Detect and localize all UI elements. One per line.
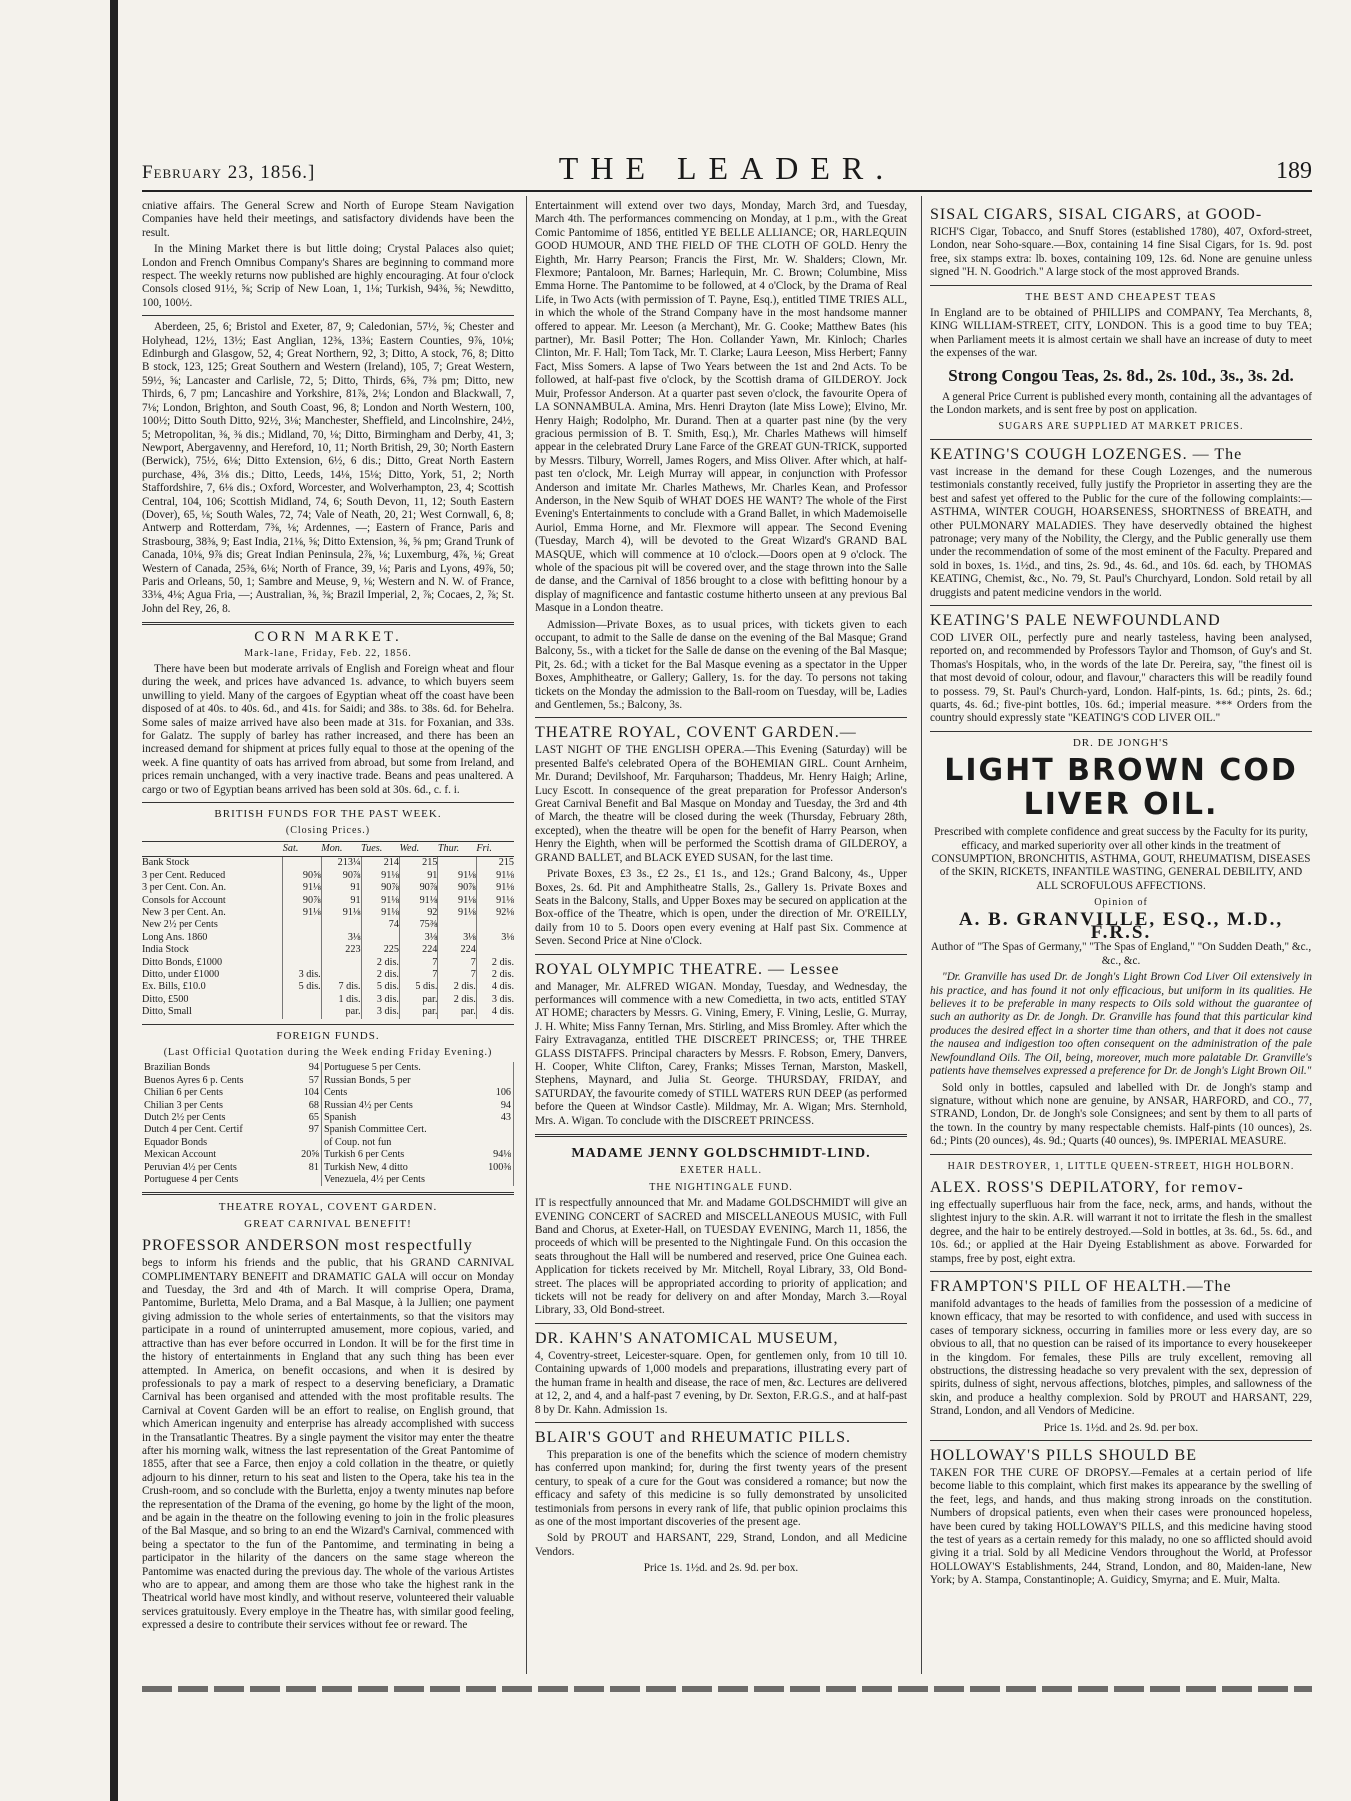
divider — [930, 1154, 1312, 1155]
entertainment-text: Entertainment will extend over two days, Monday, March 3rd, and Tuesday, March 4th. The performances commencing on Monday, at 1 p.m., with the Great Comic Pantomime of 1856, entitled YE BELLE ALLIANCE; OR, HARLEQUIN GOOD HUMOUR, AND THE FIELD OF THE CLOTH OF GOLD. Henry the Eighth, Mr. Harry Pearson; Francis the First, Mr. W. Shalders; Clown, Mr. Flexmore; Pantaloon, Mr. Barnes; Harlequin, Mr. C. Brown; Columbine, Miss Emma Horne. The Pantomime to be followed, at 4 o'Clock, by the Drama of Real Life, in Two Acts (with permission of T. Payne, Esq.), entitled TIME TRIES ALL, in which the whole of the Strand Company have in the most handsome manner offered to appear. Mr. Leeson (a Merchant), Mr. G. Cooke; Matthew Bates (his partner), Mr. Basil Potter; The Hon. Collander Yawn, Mr. Kinloch; Charles Clinton, Mr. F. Hall; Tom Tack, Mr. T. Clarke; Laura Leeson, Miss Herbert; Fanny Fact, Miss Somers. A lapse of Two Years between the 1st and 2nd Acts. To be followed, at half-past five o'clock, by the Scottish drama of GILDEROY. Jock Muir, Professor Anderson. At a quarter past seven o'clock, the favourite Opera of LA SONNAMBULA. Amina, Mrs. Henri Drayton (late Miss Lowe); Elvino, Mr. Henry Haigh; Rodolpho, Mr. Durand. Then at a quarter past nine (by the very gracious permission of B. T. Smith, Esq.), Mr. Charles Mathews will himself appear in the celebrated Drury Lane Farce of the GREAT GUN-TRICK, supported by Messrs. Tilbury, Worrell, James Rogers, and Miss Oliver. After which, at half-past ten o'clock, Mr. Leigh Murray will appear, in conjunction with Professor Anderson and imitate Mr. Charles Mathews, Mr. Charles Kean, and Professor Anderson, in the New Squib of WHAT DOES HE WANT? The whole of the First Evening's Entertainments to conclude with a Grand Ballet, in which Mademoiselle Auriol, Emma Horne, and Mr. Flexmore will appear. The Second Evening (Tuesday, March 4), will be devoted to the Great Wizard's GRAND BAL MASQUE, which will commence at 10 o'clock.—Doors open at 9 o'clock. The whole of the spacious pit will be covered over, and the stage thrown into the Salle de danse, and the Carnival of 1856 brought to a close with befitting honour by a display of magnificence and fantastic costume hitherto unseen at any previous Bal Masque in a London theatre. — [535, 200, 907, 615]
table-cell: 91 — [399, 870, 437, 882]
blair-text: This preparation is one of the benefits which the science of modern chemistry has conferred upon mankind; for, during the first twenty years of the present century, to speak of a cure for the Gout was considered a romance; but now the efficacy and safety of this medicine is so fully demonstrated by unsolicited testimonials from persons in every rank of life, that public opinion proclaims this as one of the most important discoveries of the present age. — [535, 1448, 907, 1528]
dejongh-sold: Sold only in bottles, capsuled and labelled with Dr. de Jongh's stamp and signature, without which none are genuine, by ANSAR, HARFORD, and CO., 77, STRAND, London, Dr. de Jongh's sole Consignees; and sent by them to all parts of the town. In the country by many respectable chemists. Half-pints (10 ounces), 2s. 6d.; Pints (20 ounces), 4s. 9d.; Quarts (40 ounces), 9s. IMPERIAL MEASURE. — [930, 1081, 1312, 1148]
page-number: 189 — [1276, 158, 1312, 184]
column-3 — [930, 200, 1312, 1670]
table-cell — [474, 1174, 513, 1186]
table-cell: 5 dis. — [399, 981, 437, 993]
table-cell: 91 — [321, 882, 361, 894]
table-cell: 3⅛ — [321, 932, 361, 944]
table-row — [142, 981, 514, 993]
frampton-price: Price 1s. 1½d. and 2s. 9d. per box. — [1043, 1421, 1199, 1434]
page-header — [142, 142, 1312, 186]
table-cell — [283, 957, 321, 969]
table-cell: 7 dis. — [321, 981, 361, 993]
table-cell: 94 — [290, 1062, 322, 1074]
kahn-text: 4, Coventry-street, Leicester-square. Open, for gentlemen only, from 10 till 10. Containing upwards of 1,000 models and preparations, illustrating every part of the human frame in health and disease, the race of men, &c. Lectures are delivered at 12, 2, and 4, and a half-past 7 evening, by Dr. Sexton, F.R.G.S., and at half-past 8 by Dr. Kahn. Admission 1s. — [535, 1349, 907, 1416]
table-cell: 1 dis. — [321, 994, 361, 1006]
table-cell: 91⅛ — [283, 882, 321, 894]
funds-subheading: (Closing Prices.) — [285, 825, 371, 837]
column-2 — [535, 200, 907, 1670]
table-cell: 3 dis. — [476, 994, 514, 1006]
table-cell: 4 dis. — [476, 981, 514, 993]
table-cell: Consols for Account — [142, 894, 226, 906]
anderson-heading: PROFESSOR ANDERSON most respectfully — [142, 1237, 473, 1255]
table-cell: par. — [399, 994, 437, 1006]
table-row — [142, 1174, 514, 1186]
table-cell — [283, 857, 321, 870]
table-cell: 224 — [438, 944, 476, 956]
column-divider — [526, 196, 527, 1674]
table-cell — [476, 944, 514, 956]
table-cell: 68 — [290, 1100, 322, 1112]
granville-text: "Dr. Granville has used Dr. de Jongh's Light Brown Cod Liver Oil extensively in his practice, and has found it not only efficacious, but uniform in its qualities. He believes it to be preferable in many respects to Oils sold without the guarantee of such an authority as Dr. de Jongh. Dr. Granville has found that this particular kind produces the desired effect in a shorter time than others, and that it does not cause the nausea and indigestion too often consequent on the administration of the pale Newfoundland Oils. The Oil, being, moreover, much more palatable Dr. Granville's patients have themselves expressed a preference for Dr. de Jongh's Light Brown Oil." — [930, 971, 1312, 1078]
table-cell: New 2½ per Cents — [142, 919, 218, 931]
blair-price: Price 1s. 1½d. and 2s. 9d. per box. — [643, 1562, 799, 1575]
granville-author: Author of "The Spas of Germany," "The Spas of England," "On Sudden Death," &c., &c., &c. — [930, 941, 1312, 967]
teas-heading: THE BEST AND CHEAPEST TEAS — [1025, 290, 1217, 303]
table-cell: 91⅛ — [321, 907, 361, 919]
table-cell: Turkish New, 4 ditto — [323, 1161, 408, 1173]
holloway-heading: HOLLOWAY'S PILLS SHOULD BE — [930, 1447, 1197, 1465]
table-cell — [438, 857, 476, 870]
binding-spine — [110, 0, 118, 1801]
divider — [142, 315, 514, 316]
light-brown-oil-heading: LIGHT BROWN COD LIVER OIL. — [944, 753, 1298, 823]
table-cell: Dutch 2½ per Cents — [144, 1112, 226, 1123]
table-cell: Equador Bonds — [144, 1136, 208, 1148]
divider — [535, 1323, 907, 1324]
table-cell: 91⅛ — [438, 895, 476, 907]
table-cell: 20⅝ — [290, 1149, 322, 1161]
funds-column-header: Fri. — [476, 841, 514, 856]
divider — [142, 802, 514, 803]
table-cell: par. — [399, 1006, 437, 1018]
table-cell: Portuguese 5 per Cents. — [323, 1062, 421, 1074]
table-cell — [474, 1124, 513, 1136]
table-cell: Russian 4½ per Cents — [323, 1099, 413, 1111]
goldschmidt-heading: MADAME JENNY GOLDSCHMIDT-LIND. — [571, 1146, 871, 1161]
table-cell: 90⅞ — [321, 870, 361, 882]
table-cell — [290, 1174, 322, 1186]
opinion-label: Opinion of — [1094, 897, 1148, 909]
table-cell: India Stock — [142, 944, 189, 956]
table-cell: Ditto, under £1000 — [142, 968, 220, 980]
table-cell: Venezuela, 4½ per Cents — [323, 1174, 425, 1186]
table-cell: 2 dis. — [476, 957, 514, 969]
funds-column-header: Tues. — [361, 841, 399, 856]
divider — [535, 717, 907, 718]
funds-heading: BRITISH FUNDS FOR THE PAST WEEK. — [214, 808, 442, 821]
table-cell: 92 — [399, 907, 437, 919]
sisal-heading: SISAL CIGARS, SISAL CIGARS, at GOOD- — [930, 206, 1263, 223]
table-row — [142, 1087, 514, 1099]
divider — [142, 1024, 514, 1025]
olympic-text: and Manager, Mr. ALFRED WIGAN. Monday, Tuesday, and Wednesday, the performances will commence with a new Comedietta, in two acts, entitled STAY AT HOME; characters by Messrs. G. Vining, Emery, F. Vining, Leslie, G. Murray, J. H. White; Miss Fanny Ternan, Mrs. Stirling, and Miss Bromley. After which the Fairy Extravaganza, entitled THE DISCREET PRINCESS; or, THE THREE GLASS DISTAFFS. Principal characters by Messrs. F. Robson, Emery, Danvers, H. Cooper, White Clifton, Carey, Franks; Misses Ternan, Marston, Maskell, Stephens, Maynard, and Julia St. George. THURSDAY, FRIDAY, and SATURDAY, the favourite comedy of STILL WATERS RUN DEEP (as performed before the Queen at Windsor Castle). Mildmay, Mr. A. Wigan; Mrs. Sternhold, Mrs. A. Wigan. To conclude with the DISCREET PRINCESS. — [535, 980, 907, 1127]
table-row — [142, 895, 514, 907]
corn-dateline: Mark-lane, Friday, Feb. 22, 1856. — [244, 647, 412, 659]
column-divider — [921, 196, 922, 1674]
header-date: February 23, 1856.] — [142, 162, 316, 183]
table-cell: Long Ans. 1860 — [142, 931, 208, 943]
table-cell: of Coup. not fun — [323, 1136, 392, 1148]
table-cell — [283, 994, 321, 1006]
nightingale-text: IT is respectfully announced that Mr. and Madame GOLDSCHMIDT will give an EVENING CONCERT of SACRED and MISCELLANEOUS MUSIC, with Full Band and Chorus, at Exeter-Hall, on TUESDAY EVENING, March 11, 1856, the proceeds of which will be presented to the Nightingale Fund. On this occasion the seats throughout the Hall will be numbered and reserved, price One Guinea each. Application for tickets received by Mr. Mitchell, Royal Library, 33, Old Bond-street. The places will be appropriated according to priority of application; and tickets will not be ready for delivery on and after Monday, March 3.—Royal Library, 33, Old Bond-street. — [535, 1197, 907, 1317]
covent-garden-text: LAST NIGHT OF THE ENGLISH OPERA.—This Evening (Saturday) will be presented Balfe's celebrated Opera of the BOHEMIAN GIRL. Count Arnheim, Mr. Durand; Devilshoof, Mr. Farquharson; Thaddeus, Mr. Henry Haigh; Arline, Lucy Escott. In consequence of the great preparation for Professor Anderson's Great Carnival Benefit and Bal Masque on Monday and Tuesday, the 3rd and 4th of March, the theatre will be closed during the week (Thursday, February 28th, excepted), when the theatre will be open for the benefit of Harry Pearson, when Henry the Eighth, when will be performed the Scottish drama of GILDEROY, a GRAND BALLET, and BLACK EYED SUSAN, for the last time. — [535, 744, 907, 864]
table-row — [142, 994, 514, 1006]
table-cell: 5 dis. — [361, 981, 399, 993]
table-cell — [321, 957, 361, 969]
table-cell: 7 — [399, 969, 437, 981]
table-row — [142, 857, 514, 870]
table-cell: 3 dis. — [361, 1006, 399, 1018]
divider — [930, 1271, 1312, 1272]
corn-market-heading: CORN MARKET. — [254, 629, 402, 646]
keating-heading: KEATING'S COUGH LOZENGES. — The — [930, 445, 1243, 463]
table-cell: Buenos Ayres 6 p. Cents — [144, 1074, 244, 1086]
teas-price-current: A general Price Current is published every month, containing all the advantages of the London markets, and is sent free by post on application. — [930, 390, 1312, 417]
table-row — [142, 1149, 514, 1161]
table-cell: 224 — [399, 944, 437, 956]
table-cell: 3⅛ — [399, 932, 437, 944]
anderson-text: begs to inform his friends and the public, that his GRAND CARNIVAL COMPLIMENTARY BENEFIT and DRAMATIC GALA will occur on Monday and Tuesday, the 3rd and 4th of March. It will comprise Opera, Drama, Pantomime, Burletta, Melo Drama, and a Bal Masque, à la Jullien; one payment giving admission to the whole series of entertainments, so that the visitors may participate in a round of uninterrupted amusement, more copious, varied, and attractive than has ever before occurred in London. It will be for the first time in the history of entertainments in England that any such thing has been ever attempted. In America, on benefit occasions, and when it is desired by professionals to pay a mark of respect to a deserving beneficiary, a Dramatic Carnival has been organised and attended with the most profitable results. The Carnival at Covent Garden will be an effort to realise, on English ground, that which American ingenuity and enterprise has already accomplished with success in the Transatlantic Theatres. By a single payment the visitor may enter the theatre after his morning walk, witness the last representation of the Great Pantomime of 1855, after that see a Farce, then enjoy a cold collation in the theatre, or quietly adjourn to his dinner, return to his seat and listen to the Opera, take his tea in the Crush-room, and so conclude with the Burletta, enjoy a twenty minutes nap before the representation of the Drama of the evening, go home by the light of the moon, and be again in the theatre on the following evening to join in the frolic pleasures of the Bal Masque, and so bring to an end the Wizard's Carnival, commenced with being a spectator to the fun of the Pantomime, and terminating in being a participator in the hilarity of the dancers on the same stage whereon the Pantomime was enacted during the previous day. The whole of the various Artistes who are to appear, and among them are those who take the highest rank in the Theatrical world have most kindly, and without reserve, volunteered their valuable services gratuitously. Every employe in the Theatre has, with similar good feeling, expressed a desire to contribute their services without fee or reward. The — [142, 1257, 514, 1632]
table-cell: Turkish 6 per Cents — [323, 1149, 405, 1161]
table-cell: 2 dis. — [438, 994, 476, 1006]
table-cell: 214 — [361, 857, 399, 870]
table-cell: 106 — [474, 1087, 513, 1099]
table-cell: par. — [321, 1006, 361, 1018]
table-cell — [321, 919, 361, 931]
table-cell: Bank Stock — [142, 857, 190, 869]
table-cell: Chilian 6 per Cents — [144, 1087, 223, 1099]
table-cell: 3 per Cent. Con. An. — [142, 882, 227, 894]
table-cell: 215 — [476, 857, 514, 870]
table-cell: 4 dis. — [476, 1006, 514, 1018]
olympic-heading: ROYAL OLYMPIC THEATRE. — Lessee — [535, 960, 840, 978]
mining-paragraph: In the Mining Market there is but little doing; Crystal Palaces also quiet; London and French Omnibus Company's Shares are beginning to command more respect. The weekly returns now published are highly encouraging. At four o'clock Consols closed 91½, ⅝; Scrip of New Loan, 1, 1⅛; Turkish, 94⅜, ⅝; Newditto, 100, 100½. — [142, 243, 514, 309]
table-cell: 7 — [438, 969, 476, 981]
congou-prices: Strong Congou Teas, 2s. 8d., 2s. 10d., 3s., 3s. 2d. — [948, 365, 1294, 385]
ross-text: ing effectually superfluous hair from the face, neck, arms, and hands, without the slightest injury to the skin. A.R. will warrant it not to irritate the flesh in the smallest degree, and the hair to be entirely destroyed.—Sold in bottles, at 3s. 6d., 5s. 6d., and 10s. 6d.; or applied at the Hair Dyeing Establishment as above. Forwarded for stamps, free by post, eight extra. — [930, 1198, 1312, 1265]
table-cell: 74 — [361, 919, 399, 931]
british-funds-table — [142, 841, 514, 1019]
table-cell: 91⅛ — [476, 895, 514, 907]
table-cell: Cents — [323, 1087, 348, 1099]
table-cell: 7 — [438, 957, 476, 969]
table-cell: 225 — [361, 944, 399, 956]
table-cell: 7 — [399, 957, 437, 969]
funds-column-header: Thur. — [438, 841, 476, 856]
table-cell: 213¼ — [321, 857, 361, 870]
table-cell: Spanish Committee Cert. — [323, 1124, 427, 1136]
table-cell — [476, 919, 514, 931]
table-cell: 94 — [474, 1100, 513, 1112]
table-cell — [290, 1137, 322, 1149]
hair-destroyer-heading: HAIR DESTROYER, 1, LITTLE QUEEN-STREET, HIGH HOLBORN. — [947, 1160, 1295, 1172]
table-cell: 3 dis. — [361, 994, 399, 1006]
table-row — [142, 1112, 514, 1124]
table-cell: 81 — [290, 1162, 322, 1174]
dejongh-text: Prescribed with complete confidence and great success by the Faculty for its purity, efficacy, and marked superiority over all other kinds in the treatment of CONSUMPTION, BRONCHITIS, ASTHMA, GOUT, RHEUMATISM, DISEASES of the SKIN, RICKETS, INFANTILE WASTING, GENERAL DEBILITY, AND ALL SCROFULOUS AFFECTIONS. — [931, 826, 1311, 892]
table-cell: 3 per Cent. Reduced — [142, 869, 226, 881]
divider — [930, 439, 1312, 440]
exeter-hall: EXETER HALL. — [680, 1165, 762, 1177]
table-cell — [474, 1075, 513, 1087]
masthead-title: THE LEADER. — [558, 150, 896, 186]
table-cell: Ditto, Small — [142, 1006, 192, 1018]
divider — [535, 1422, 907, 1423]
table-cell: Portuguese 4 per Cents — [144, 1174, 239, 1186]
table-cell: Russian Bonds, 5 per — [323, 1074, 411, 1086]
table-row — [142, 1124, 514, 1136]
table-cell: 100⅜ — [474, 1162, 513, 1174]
table-cell: 91⅛ — [361, 870, 399, 882]
header-rule — [142, 190, 1312, 192]
pale-oil-text: COD LIVER OIL, perfectly pure and nearly tasteless, having been analysed, reported on, and recommended by Professors Taylor and Thomson, of Guy's and St. Thomas's Hospitals, who, in the words of the late Dr. Pereira, say, "the finest oil is that most devoid of colour, odour, and flavour," characters this will be readily found to possess. 79, St. Paul's Church-yard, London. Half-pints, 1s. 6d.; pints, 2s. 6d.; quarts, 4s. 6d.; five-pint bottles, 10s. 6d.; imperial measure. *** Orders from the country should expressly state "KEATING'S COD LIVER OIL." — [930, 631, 1312, 725]
funds-column-header: Sat. — [283, 841, 321, 856]
table-row — [142, 1075, 514, 1087]
table-cell: Peruvian 4½ per Cents — [144, 1161, 237, 1173]
divider — [535, 954, 907, 955]
table-cell: 3 dis. — [283, 969, 321, 981]
table-row — [142, 944, 514, 956]
table-cell: 91⅛ — [399, 895, 437, 907]
table-cell: 90⅞ — [399, 882, 437, 894]
dejongh-heading: DR. DE JONGH'S — [1072, 736, 1170, 749]
table-cell: 2 dis. — [361, 969, 399, 981]
table-cell: 90⅞ — [438, 882, 476, 894]
table-row — [142, 907, 514, 919]
covent-garden-prices: Private Boxes, £3 3s., £2 2s., £1 1s., and 12s.; Grand Balcony, 4s., Upper Boxes, 2s. 6d. Pit and Amphitheatre Stalls, 2s., Gallery 1s. Private Boxes and Seats in the Balcony, Stalls, and Upper Boxes may be secured on application at the Box-office of the Theatre, which is open, under the direction of Mr. O'REILLY, daily from 10 to 5. Doors open every evening at Half past Six. Commence at Seven. Second Price at Nine o'Clock. — [535, 868, 907, 948]
table-cell: 91 — [321, 895, 361, 907]
table-cell: 2 dis. — [361, 957, 399, 969]
table-cell: 3⅛ — [438, 932, 476, 944]
table-cell — [283, 1006, 321, 1018]
divider — [142, 622, 514, 625]
table-row — [142, 932, 514, 944]
funds-column-header: Mon. — [321, 841, 361, 856]
table-cell: Spanish — [323, 1112, 357, 1123]
divider — [930, 1440, 1312, 1441]
table-cell: 2 dis. — [476, 969, 514, 981]
table-cell: 57 — [290, 1075, 322, 1087]
admission-text: Admission—Private Boxes, as to usual prices, with tickets given to each occupant, to admit to the Salle de danse on the evening of the Bal Masque; Grand Balcony, 5s., with a ticket for the Salle de danse on the evening of the Bal Masque; Pit, 2s. 6d.; with a ticket for the Bal Masque evening as a spectator in the Upper Boxes, Amphitheatre, or Gallery; Gallery, 1s. for the day. To persons not taking tickets on the Monday the admission to the Ball-room on Tuesday, will be, Ladies and Gentlemen, 5s.; Balcony, 3s. — [535, 618, 907, 712]
table-cell: 90⅞ — [361, 882, 399, 894]
table-cell: Dutch 4 per Cent. Certif — [144, 1124, 243, 1136]
theatre-title: THEATRE ROYAL, COVENT GARDEN. — [218, 1201, 438, 1214]
corn-market-text: There have been but moderate arrivals of English and Foreign wheat and flour during the week, and prices have advanced 1s. advance, to which buyers seem unwilling to yield. Many of the cargoes of Egyptian wheat off the coast have been disposed of at 40s. to 40s. 6d., and 41s. for Saidi; and 38s. to 38s. 6d. for Behelra. Some sales of maize arrived have also been made at 31s. for Foxanian, and 33s. for Galatz. The supply of barley has rather increased, and there has been an increased demand for shipment at prices fully equal to those at the opening of the week. A fine quantity of oats has arrived from abroad, but some from Ireland, and prices remain unchanged, with a very inactive trade. Beans and peas unaltered. A cargo or two of Egyptian beans arrived has been sold at 30s. 6d., c. f. i. — [142, 663, 514, 796]
table-cell: 90⅝ — [283, 870, 321, 882]
table-cell: 91⅛ — [438, 907, 476, 919]
divider — [930, 605, 1312, 606]
table-cell: 92⅛ — [476, 907, 514, 919]
foreign-funds-heading: FOREIGN FUNDS. — [276, 1029, 380, 1042]
table-cell: 215 — [399, 857, 437, 870]
table-cell: 91⅛ — [476, 882, 514, 894]
table-row — [142, 1162, 514, 1174]
holloway-text: TAKEN FOR THE CURE OF DROPSY.—Females at a certain period of life become liable to this complaint, which first makes its appearance by the swelling of the feet, legs, and hands, and thus making strong inroads on the constitution. Numbers of dropsical patients, even when their cases were pronounced hopeless, have been cured by taking HOLLOWAY'S PILLS, and this medicine having stood the test of years as a certain remedy for this malady, no one so afflicted should avoid giving it a trial. Sold by all Medicine Vendors throughout the World, at Professor HOLLOWAY'S Establishments, 244, Strand, London, and 80, Maiden-lane, New York; by A. Stampa, Constantinople; A. Guidicy, Smyrna; and E. Muir, Malta. — [930, 1467, 1312, 1587]
table-cell — [474, 1062, 513, 1074]
divider — [930, 731, 1312, 732]
table-cell — [283, 944, 321, 956]
funds-column-header — [142, 841, 283, 856]
sugars-line: SUGARS ARE SUPPLIED AT MARKET PRICES. — [998, 421, 1244, 433]
covent-garden-heading: THEATRE ROYAL, COVENT GARDEN.— — [535, 724, 857, 742]
table-cell: 91⅛ — [361, 907, 399, 919]
funds-column-header: Wed. — [399, 841, 437, 856]
pale-oil-heading: KEATING'S PALE NEWFOUNDLAND — [930, 611, 1221, 629]
table-cell: 43 — [474, 1112, 513, 1124]
table-cell: par. — [438, 1006, 476, 1018]
share-prices: Aberdeen, 25, 6; Bristol and Exeter, 87, 9; Caledonian, 57½, ⅝; Chester and Holyhead, 12½, 13½; East Anglian, 12⅜, 13⅜; Eastern Counties, 9⅞, 10⅛; Edinburgh and Glasgow, 52, 4; Great Northern, 92, 3; Ditto, A stock, 76, 8; Ditto B stock, 123, 125; Great Southern and Western (Ireland), 105, 7; Great Western, 59½, ⅝; Lancaster and Carlisle, 72, 5; Ditto, Thirds, 6⅝, 7⅜ pm; Ditto, new Thirds, 6, 7 pm; Lancashire and Yorkshire, 81⅞, 2⅛; London and Blackwall, 7, 7⅛; London, Brighton, and South Coast, 96, 8; London and North Western, 100, 100½; Ditto South Ditto, 92½, 3⅛; Manchester, Sheffield, and Lincolnshire, 24½, 5; Metropolitan, ⅜, ⅜ dis.; Midland, 70, ⅛; Ditto, Birmingham and Derby, 41, 3; Newport, Abergavenny, and Hereford, 10, 11; North British, 29, 30; North Eastern (Berwick), 75½, 6⅛; Ditto Extension, 6½, 6 dis.; Ditto, Great North Eastern purchase, 4⅜, 3⅛ dis.; Ditto, Leeds, 14⅛, 15⅛; Ditto, York, 51, 2; North Staffordshire, 7, 6⅛ dis.; Oxford, Worcester, and Wolverhampton, 23, 4; Scottish Central, 104, 106; Scottish Midland, 74, 6; South Devon, 11, 12; South Eastern (Dover), 65, ⅛; South Wales, 72, 74; Vale of Neath, 20, 21; West Cornwall, 6, 8; Antwerp and Rotterdam, 7⅜, ⅛; Ardennes, —; Eastern of France, Paris and Strasbourg, 38⅜, 9; East India, 21⅛, ⅝; Ditto Extension, ⅜, ⅝ pm; Grand Trunk of Canada, 10⅛, 9⅞ dis; Great Indian Peninsula, 2⅞, ⅛; Luxemburg, 4⅞, ⅛; Great Western of Canada, 25⅜, 6⅛; North of France, 39, ⅛; Paris and Lyons, 49⅞, 50; Paris and Orleans, 50, 1; Sambre and Meuse, 9, ⅛; Western and N. W. of France, 33⅛, 4⅛; Agua Fria, —; Australian, ⅜, ⅜; Brazil Imperial, 2, ⅞; Cocaes, 2, ⅞; St. John del Rey, 26, 8. — [142, 321, 514, 615]
table-cell: 97 — [290, 1124, 322, 1136]
table-cell — [474, 1137, 513, 1149]
bottom-ornament-rule — [142, 1686, 1312, 1692]
foreign-funds-subheading: (Last Official Quotation during the Week ending Friday Evening.) — [163, 1046, 493, 1058]
blair-sold: Sold by PROUT and HARSANT, 229, Strand, London, and all Medicine Vendors. — [535, 1532, 907, 1558]
sisal-text: RICH'S Cigar, Tobacco, and Snuff Stores (established 1780), 407, Oxford-street, London, near Soho-square.—Box, containing 14 fine Sisal Cigars, for 1s. 9d. post free, six stamps extra: lb. boxes, containing 109, 12s. 6d. None are genuine unless signed "H. N. Goodrich." A large stock of the most approved Brands. — [930, 226, 1312, 279]
table-cell: Mexican Account — [144, 1149, 217, 1161]
frampton-heading: FRAMPTON'S PILL OF HEALTH.—The — [930, 1277, 1232, 1295]
table-row — [142, 870, 514, 882]
table-row — [142, 1100, 514, 1112]
table-cell: Brazilian Bonds — [144, 1062, 210, 1074]
table-cell: 91⅛ — [283, 907, 321, 919]
table-cell: 90⅞ — [283, 895, 321, 907]
table-cell — [321, 969, 361, 981]
table-cell: Ditto Bonds, £1000 — [142, 956, 223, 968]
table-cell: Ditto, £500 — [142, 993, 189, 1005]
divider — [535, 1134, 907, 1137]
table-cell: Chilian 3 per Cents — [144, 1099, 223, 1111]
teas-text: In England are to be obtained of PHILLIPS and COMPANY, Tea Merchants, 8, KING WILLIAM-STREET, CITY, LONDON. This is a good time to buy TEA; when Parliament meets it is almost certain we shall have an increase of duty to meet the expenses of the war. — [930, 307, 1312, 360]
table-cell: 91⅛ — [438, 870, 476, 882]
table-cell: New 3 per Cent. An. — [142, 906, 226, 918]
blair-heading: BLAIR'S GOUT and RHEUMATIC PILLS. — [535, 1428, 852, 1446]
table-row — [142, 1062, 514, 1074]
table-row — [142, 882, 514, 894]
divider — [142, 1192, 514, 1195]
foreign-funds-table — [142, 1062, 514, 1186]
table-cell: 5 dis. — [283, 981, 321, 993]
table-cell — [438, 919, 476, 931]
table-cell: 3⅛ — [476, 932, 514, 944]
table-cell: 223 — [321, 944, 361, 956]
table-row — [142, 1137, 514, 1149]
table-row — [142, 1006, 514, 1018]
intro-paragraph: cniative affairs. The General Screw and North of Europe Steam Navigation Companies have held their meetings, and satisfactory dividends have been the result. — [142, 200, 514, 239]
carnival-heading: GREAT CARNIVAL BENEFIT! — [244, 1217, 412, 1230]
table-cell: 104 — [290, 1087, 322, 1099]
table-cell: 91⅛ — [476, 870, 514, 882]
table-cell: 94⅛ — [474, 1149, 513, 1161]
ross-heading: ALEX. ROSS'S DEPILATORY, for remov- — [930, 1178, 1244, 1196]
table-cell: 65 — [290, 1112, 322, 1124]
keating-text: vast increase in the demand for these Cough Lozenges, and the numerous testimonials constantly received, fully justify the Proprietor in asserting they are the best and safest yet offered to the Public for the cure of the following complaints:— ASTHMA, WINTER COUGH, HOARSENESS, SHORTNESS of BREATH, and other PULMONARY MALADIES. They have deservedly obtained the highest patronage; very many of the Nobility, the Clergy, and the Public generally use them under the recommendation of some of the most eminent of the Faculty. Prepared and sold in boxes, 1s. 1½d., and tins, 2s. 9d., 4s. 6d., and 10s. 6d. each, by THOMAS KEATING, Chemist, &c., No. 79, St. Paul's Churchyard, London. Sold retail by all druggists and patent medicine vendors in the world. — [930, 465, 1312, 599]
table-row — [142, 957, 514, 969]
table-cell — [361, 932, 399, 944]
column-1 — [142, 200, 514, 1670]
table-cell — [283, 932, 321, 944]
frampton-text: manifold advantages to the heads of families from the possession of a medicine of known efficacy, that may be resorted to with confidence, and used with success in cases of temporary sickness, occurring in families more or less every day, are so obvious to all, that no question can be raised of its importance to every housekeeper in the kingdom. For females, these Pills are truly excellent, removing all obstructions, the distressing headache so very prevalent with the sex, depression of spirits, dulness of sight, nervous affections, blotches, pimples, and sallowness of the skin, and produce a healthy complexion. Sold by PROUT and HARSANT, 229, Strand, London, and all Vendors of Medicine. — [930, 1297, 1312, 1418]
divider — [930, 285, 1312, 286]
table-cell: 75⅜ — [399, 919, 437, 931]
table-cell: 2 dis. — [438, 981, 476, 993]
table-row — [142, 969, 514, 981]
table-row — [142, 919, 514, 931]
table-cell: Ex. Bills, £10.0 — [142, 981, 206, 993]
table-cell — [283, 919, 321, 931]
nightingale-heading: THE NIGHTINGALE FUND. — [649, 1181, 793, 1193]
kahn-heading: DR. KAHN'S ANATOMICAL MUSEUM, — [535, 1329, 839, 1347]
granville-heading: A. B. GRANVILLE, ESQ., M.D., F.R.S. — [958, 908, 1284, 944]
table-cell: 91⅛ — [361, 895, 399, 907]
